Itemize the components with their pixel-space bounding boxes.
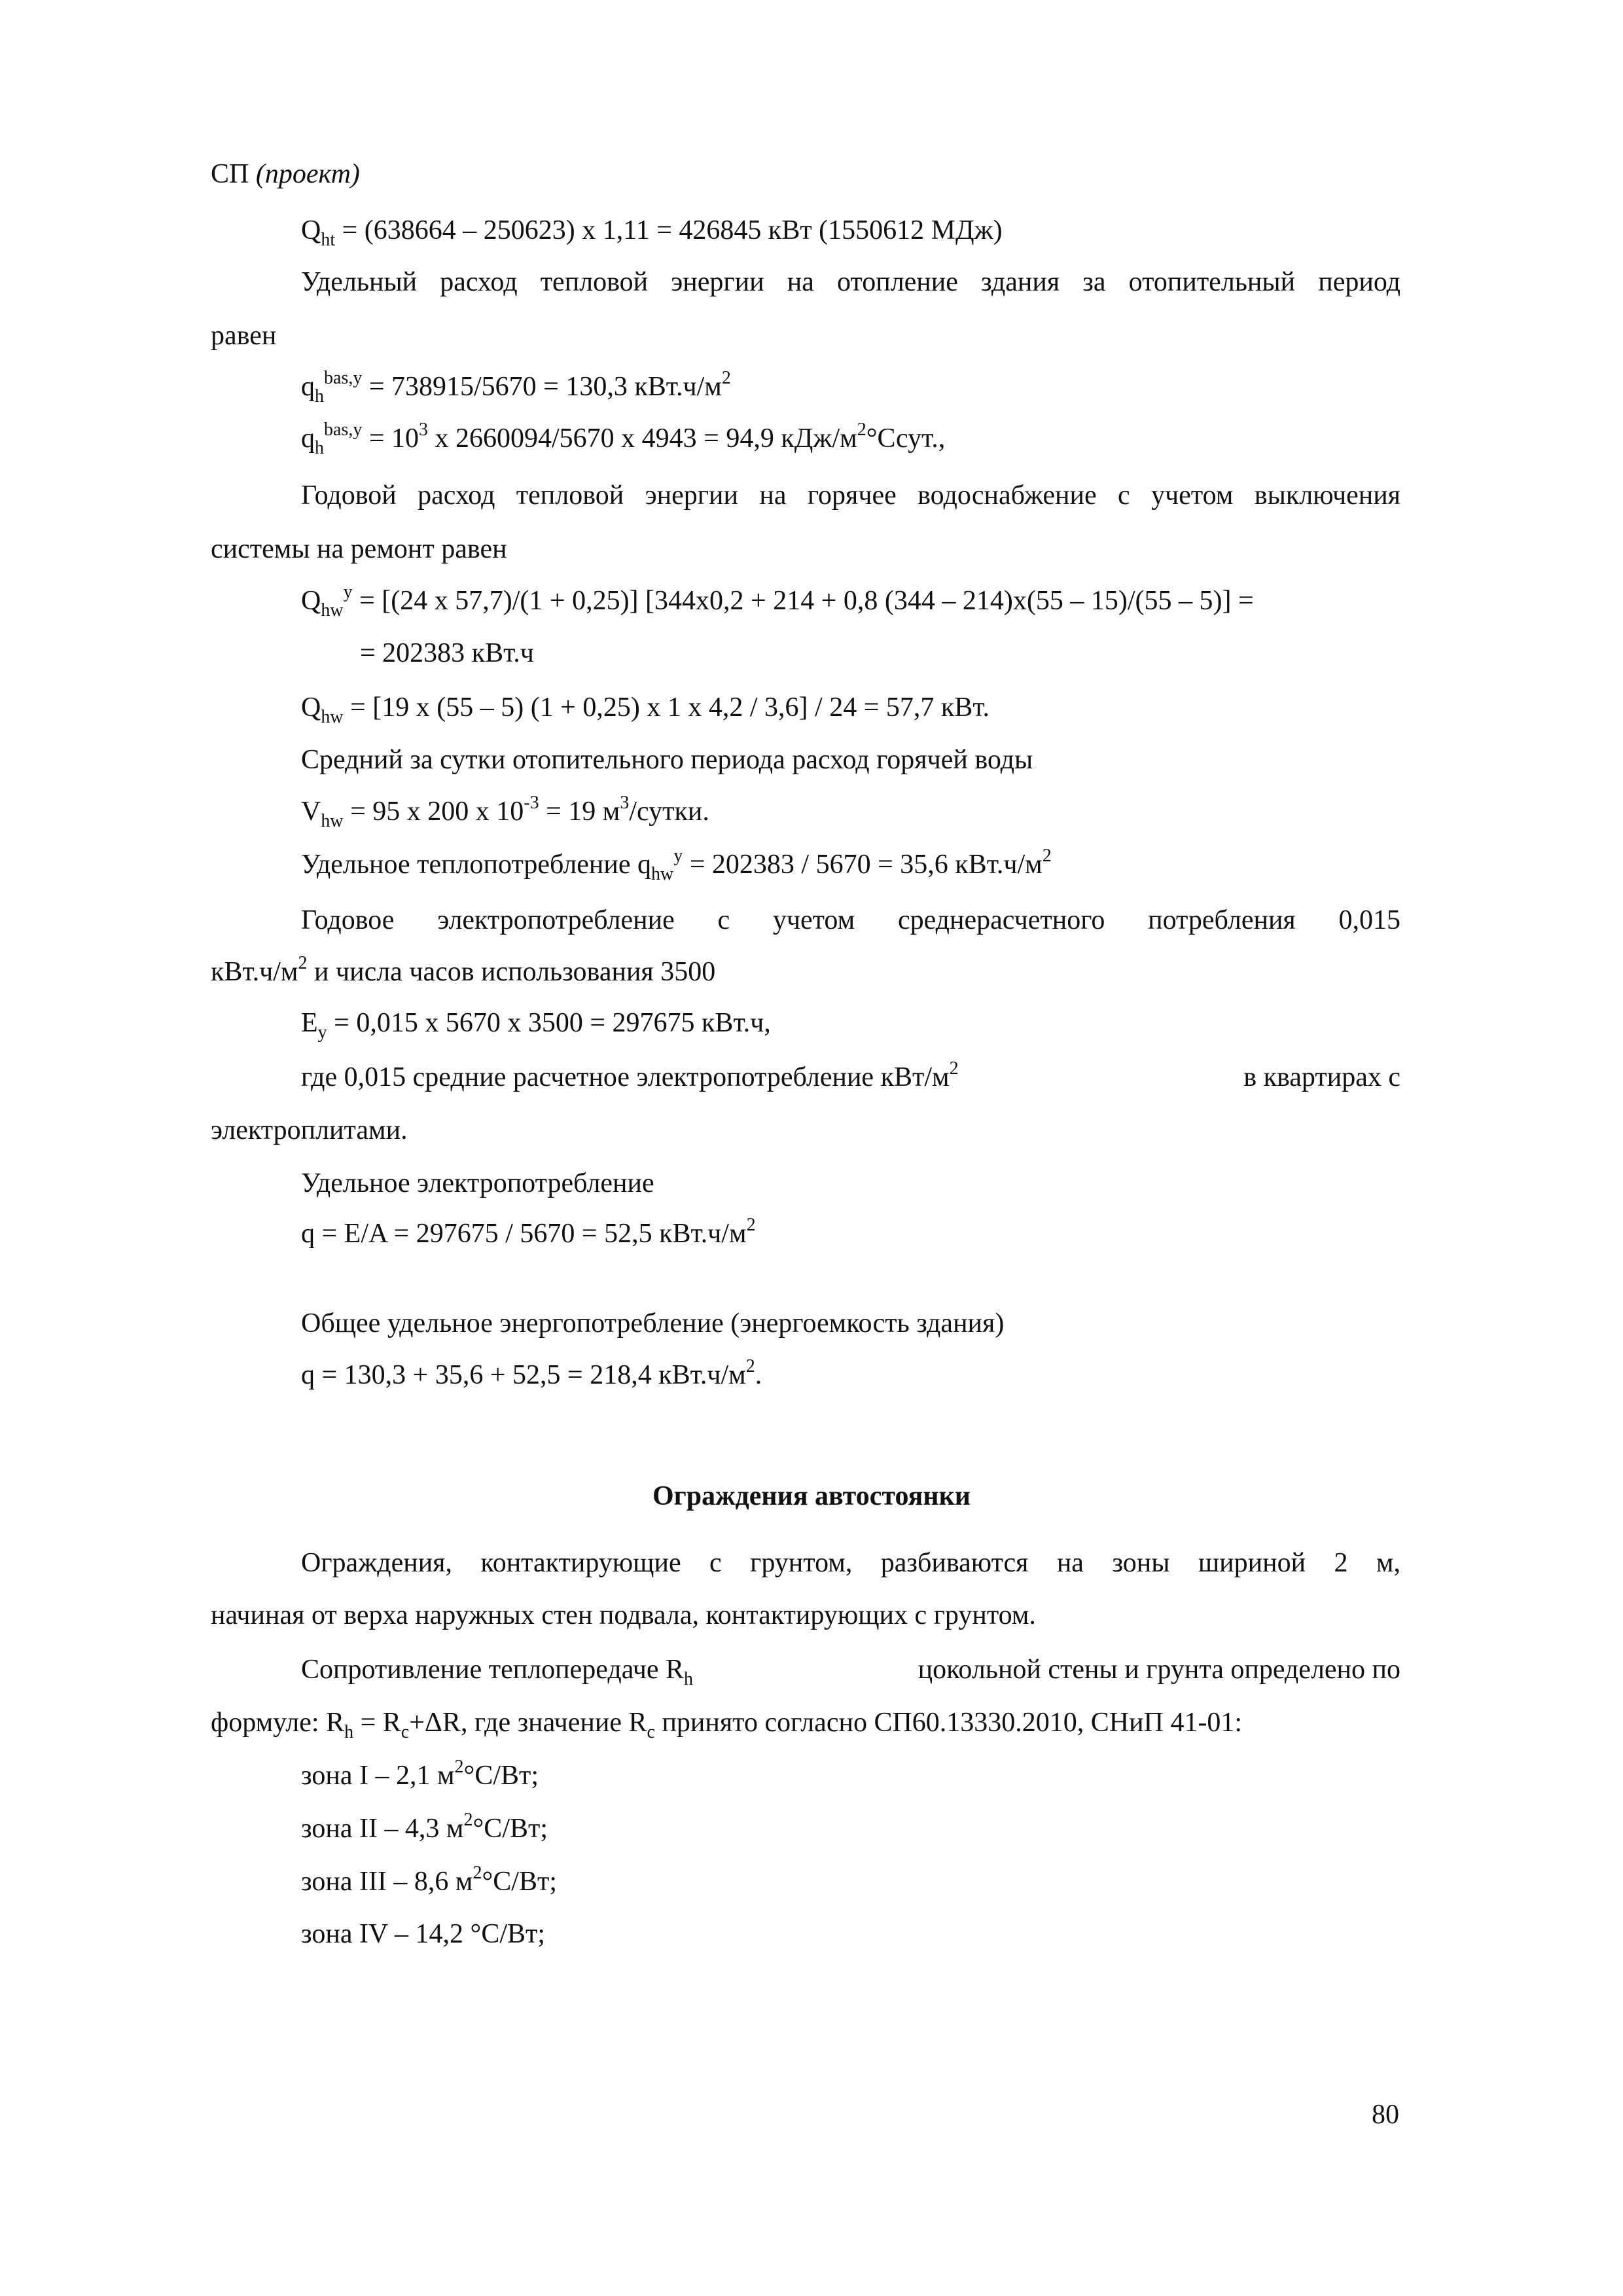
zone-2: зона II – 4,3 $м^2^\circ С/Вт$;: [301, 1810, 548, 1844]
paragraph-zones-end: начиная от верха наружных стен подвала, контактирующих с грунтом.: [211, 1600, 1036, 1630]
paragraph-daily-hot-water: Средний за сутки отопительного периода расход горячей воды: [301, 745, 1033, 775]
formula-qhw-annual: $Q_{hw}^y = [(24$ x 57,7)/(1 + 0,25)] [344x0,2 + 214 + 0,8 (344 – 214)x(55 – 15)/(55 – 5)] =: [301, 582, 1254, 620]
paragraph-where-end: электроплитами.: [211, 1115, 408, 1145]
section-heading: Ограждения автостоянки: [652, 1481, 971, 1511]
sp-label: СП (проект): [211, 159, 360, 189]
paragraph-where: где 0,015 средние расчетное электропотребление кВт/$м^2$ в квартирах с: [301, 1058, 1400, 1092]
formula-q-total: q = 130,3 + 35,6 + 52,5 = 218,4 $кВт.ч/м^2$.: [301, 1356, 762, 1390]
zone-4: зона IV – 14,2 °С/Вт;: [301, 1919, 546, 1949]
formula-qh-kj: $q_h^{bas,y} = 10^3$ x 2660094/5670 x 4943 = 94,9 кДж/$м^2^\circ Ссут$.,: [301, 420, 946, 458]
zone-1: зона I – 2,1 $м^2^\circ С/Вт$;: [301, 1757, 539, 1791]
paragraph-hot-water: Годовой расход тепловой энергии на горячее водоснабжение с учетом выключения: [301, 480, 1400, 511]
page-number: 80: [1372, 2100, 1399, 2130]
formula-qhw-annual-result: = 202383 кВт.ч: [360, 638, 534, 668]
paragraph-total-energy: Общее удельное энергопотребление (энергоемкость здания): [301, 1308, 1005, 1338]
formula-qhw-hourly: $Q_{hw} = [19$ x (55 – 5) (1 + 0,25) x 1 x 4,2 / 3,6] / 24 = 57,7 кВт.: [301, 692, 990, 727]
paragraph-heating-consumption: Удельный расход тепловой энергии на отопление здания за отопительный период: [301, 267, 1400, 297]
zone-3: зона III – 8,6 $м^2^\circ С/Вт$;: [301, 1863, 558, 1897]
paragraph-specific-electricity: Удельное электропотребление: [301, 1168, 654, 1198]
paragraph-resistance: Сопротивление теплопередаче $R_h$ цокольной стены и грунта определено по: [301, 1655, 1400, 1689]
formula-ey: $E_y = 0,015$ x 5670 x 3500 = 297675 кВт.ч,: [301, 1008, 771, 1043]
formula-vhw: $V_{hw} = 95$ x 200 x $10^{-3} = 19$ $м^3$/сутки.: [301, 793, 709, 831]
paragraph-resistance-formula: формуле: $R_h = R_c+\Delta R$, где значение $R_c$ принято согласно СП60.13330.2010, СНиП 41-01:: [211, 1708, 1243, 1742]
paragraph-annual-electricity: Годовое электропотребление с учетом среднерасчетного потребления 0,015: [301, 905, 1400, 935]
formula-qh-kwh: $q_h^{bas,y} = 738915/5670 = 130,3$ $кВт.ч/м^2$: [301, 368, 731, 406]
formula-qht: $Q_{ht} = (638664 - 250623)$ x 1,11 = 426845 кВт (1550612 МДж): [301, 215, 1003, 250]
paragraph-heating-consumption-end: равен: [211, 321, 277, 351]
paragraph-annual-electricity-end: $кВт.ч/м^2$ и числа часов использования 3500: [211, 953, 716, 987]
formula-specific-heat: Удельное теплопотребление $q_{hw}^y = 202383 / 5670 = 35,6$ $кВт.ч/м^2$: [301, 846, 1052, 884]
formula-q-electricity: q = E/A = 297675 / 5670 = 52,5 $кВт.ч/м^2$: [301, 1215, 756, 1249]
paragraph-hot-water-end: системы на ремонт равен: [211, 534, 507, 564]
paragraph-zones: Ограждения, контактирующие с грунтом, разбиваются на зоны шириной 2 м,: [301, 1548, 1400, 1578]
